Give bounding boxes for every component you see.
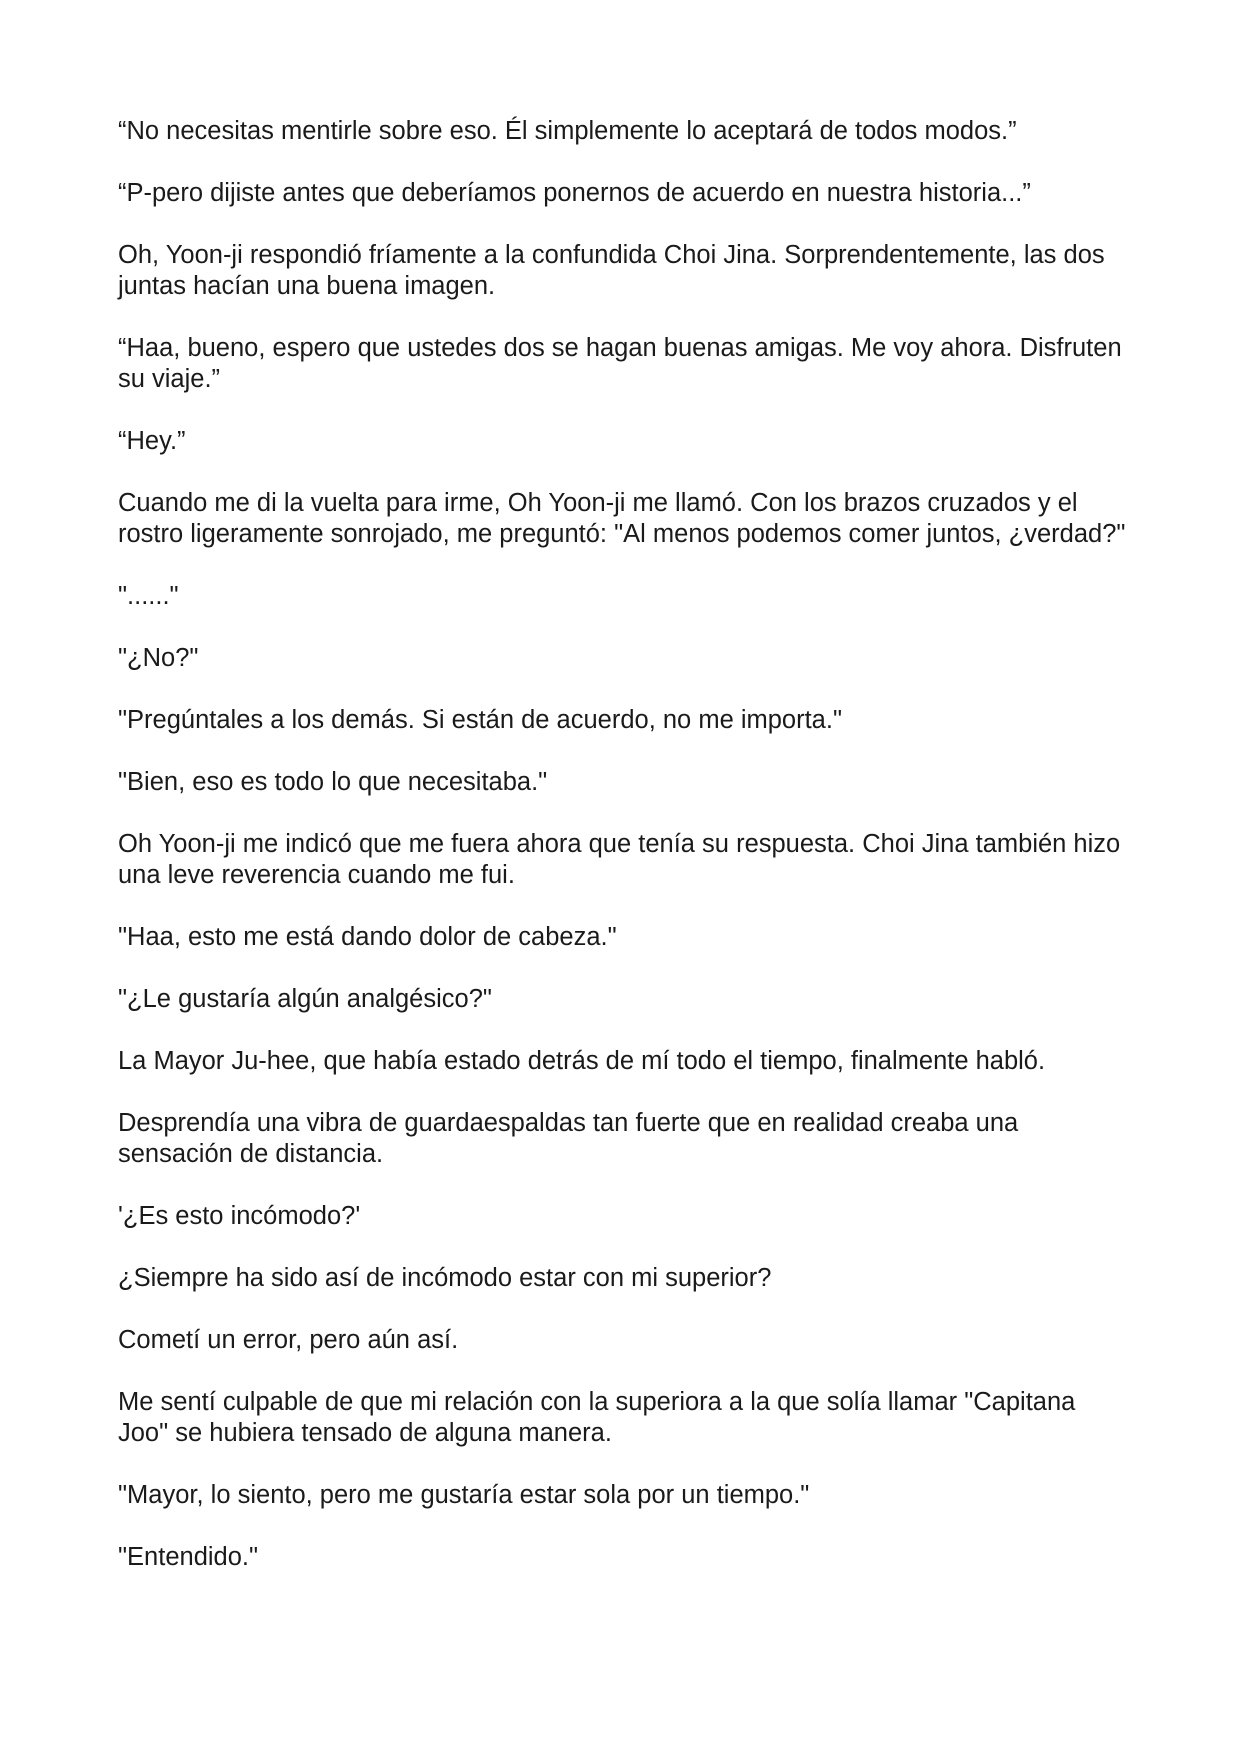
paragraph: Cometí un error, pero aún así.	[118, 1326, 459, 1354]
paragraph: "Haa, esto me está dando dolor de cabeza."	[118, 923, 617, 951]
paragraph: "......"	[118, 582, 179, 610]
paragraph: "¿Le gustaría algún analgésico?"	[118, 985, 492, 1013]
paragraph: '¿Es esto incómodo?'	[118, 1202, 361, 1230]
paragraph: Cuando me di la vuelta para irme, Oh Yoon-ji me llamó. Con los brazos cruzados y el rostro ligeramente sonrojado, me preguntó: "Al menos podemos comer juntos, ¿verdad?"	[118, 489, 1126, 548]
paragraph: Oh Yoon-ji me indicó que me fuera ahora que tenía su respuesta. Choi Jina también hizo una leve reverencia cuando me fui.	[118, 830, 1121, 889]
paragraph: “No necesitas mentirle sobre eso. Él simplemente lo aceptará de todos modos.”	[118, 117, 1017, 145]
paragraph: Me sentí culpable de que mi relación con la superiora a la que solía llamar "Capitana Joo" se hubiera tensado de alguna manera.	[118, 1388, 1076, 1447]
paragraph: La Mayor Ju-hee, que había estado detrás de mí todo el tiempo, finalmente habló.	[118, 1047, 1046, 1075]
paragraph: "Pregúntales a los demás. Si están de acuerdo, no me importa."	[118, 706, 842, 734]
paragraph: Desprendía una vibra de guardaespaldas tan fuerte que en realidad creaba una sensación de distancia.	[118, 1109, 1019, 1168]
paragraph: "Bien, eso es todo lo que necesitaba."	[118, 768, 548, 796]
paragraph: "¿No?"	[118, 644, 199, 672]
document-body	[118, 116, 1128, 1604]
paragraph: “Hey.”	[118, 427, 186, 455]
paragraph: "Entendido."	[118, 1543, 259, 1571]
paragraph: ¿Siempre ha sido así de incómodo estar con mi superior?	[118, 1264, 772, 1292]
paragraph: “Haa, bueno, espero que ustedes dos se hagan buenas amigas. Me voy ahora. Disfruten su viaje.”	[118, 334, 1122, 393]
paragraph: Oh, Yoon-ji respondió fríamente a la confundida Choi Jina. Sorprendentemente, las dos juntas hacían una buena imagen.	[118, 241, 1105, 300]
paragraph: “P-pero dijiste antes que deberíamos ponernos de acuerdo en nuestra historia...”	[118, 179, 1031, 207]
paragraph: "Mayor, lo siento, pero me gustaría estar sola por un tiempo."	[118, 1481, 810, 1509]
